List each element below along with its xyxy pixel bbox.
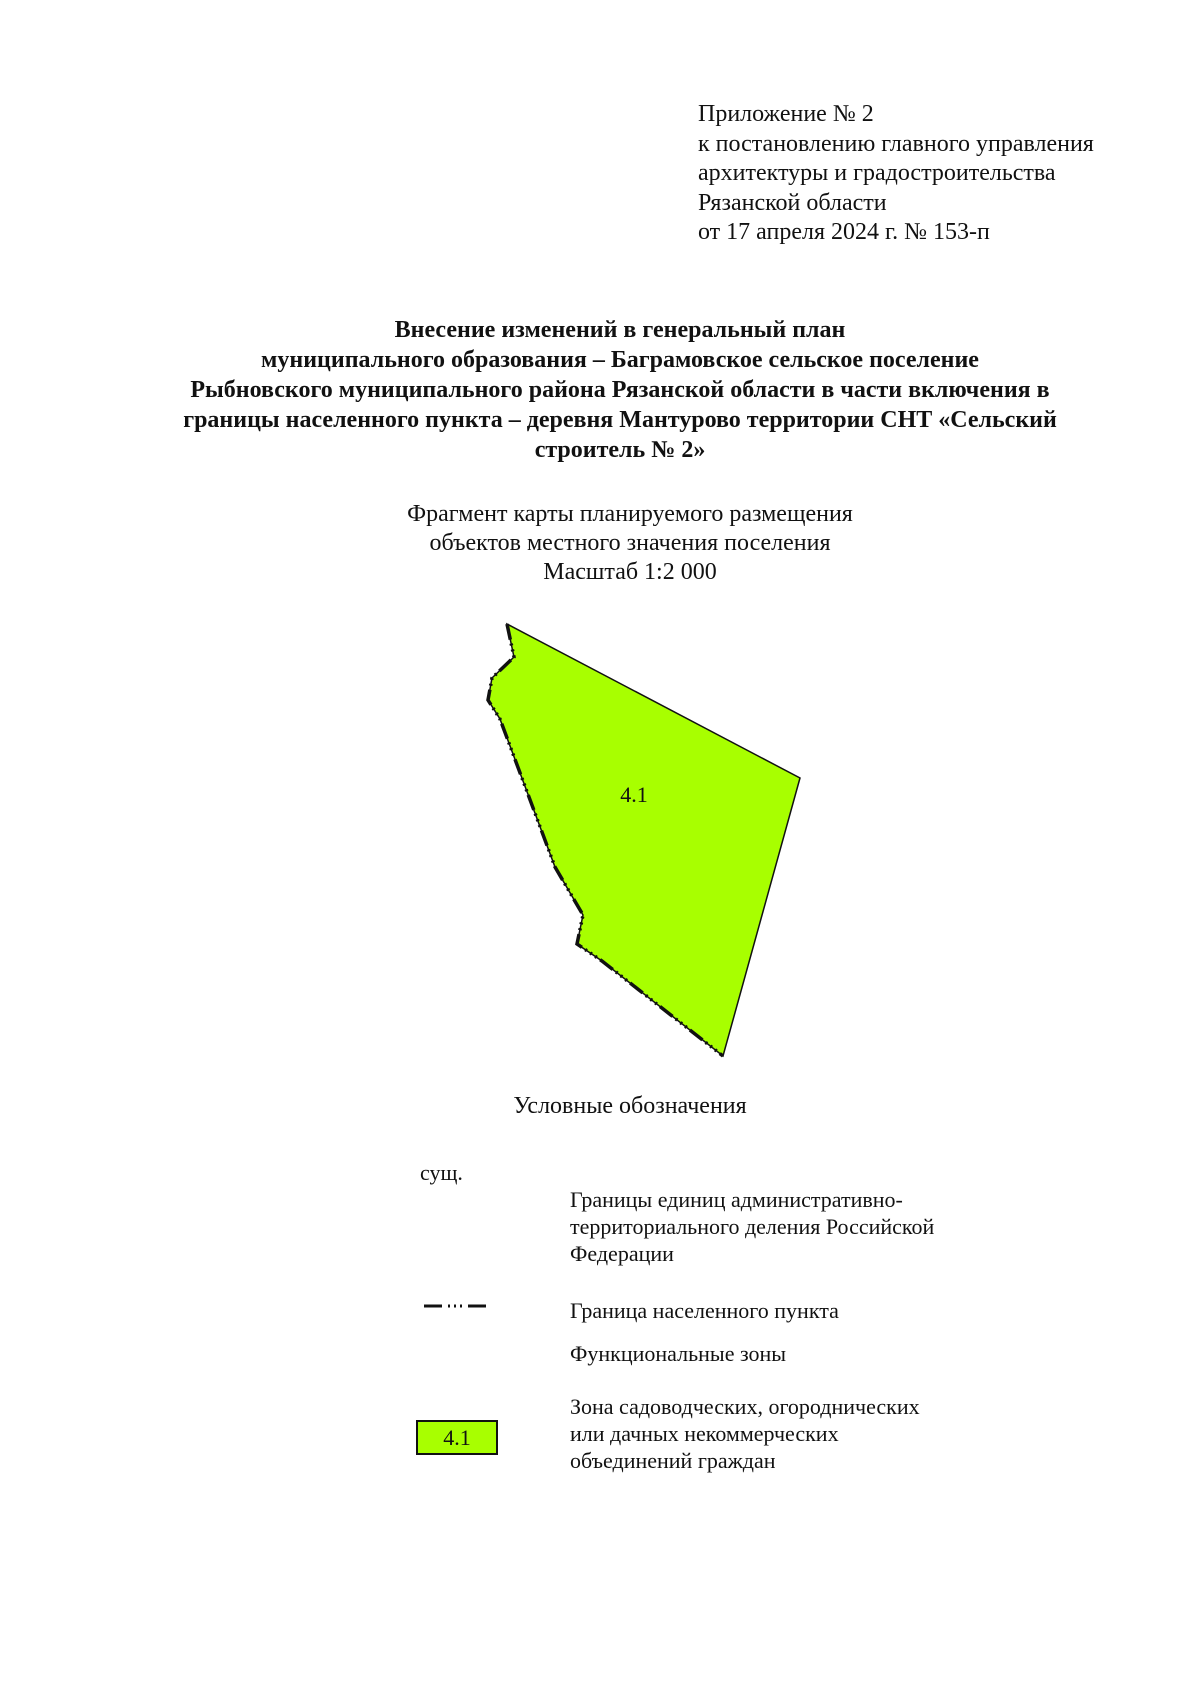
legend-line: Зона садоводческих, огороднических <box>570 1394 920 1419</box>
subtitle-line: Масштаб 1:2 000 <box>543 559 717 585</box>
settlement-boundary-symbol <box>422 1300 494 1312</box>
title-line: строитель № 2» <box>534 437 706 463</box>
legend-line: территориального деления Российской <box>570 1214 935 1239</box>
document-title <box>120 315 1120 465</box>
appendix-line: от 17 апреля 2024 г. № 153-п <box>698 219 990 245</box>
title-line: муниципального образования – Баграмовское сельское поселение <box>261 347 979 373</box>
title-line: Рыбновского муниципального района Рязанской области в части включения в <box>190 377 1050 403</box>
appendix-line: к постановлению главного управления <box>698 130 1094 157</box>
functional-zones-heading: Функциональные зоны <box>570 1341 787 1366</box>
settlement-boundary-description: Граница населенного пункта <box>570 1298 839 1323</box>
admin-boundaries-description <box>570 1186 934 1267</box>
appendix-header <box>698 100 1178 248</box>
appendix-line: Приложение № 2 <box>698 101 874 127</box>
legend-heading: Условные обозначения <box>513 1093 747 1119</box>
map-subtitle <box>200 500 1060 587</box>
legend-line: Федерации <box>570 1241 674 1266</box>
subtitle-line: объектов местного значения поселения <box>429 530 831 556</box>
appendix-line: Рязанской области <box>698 189 887 216</box>
zone-swatch-label: 4.1 <box>443 1424 471 1450</box>
subtitle-line: Фрагмент карты планируемого размещения <box>407 501 853 527</box>
title-line: границы населенного пункта – деревня Мантурово территории СНТ «Сельский <box>183 407 1057 433</box>
zone-polygon <box>488 624 800 1056</box>
legend-line: Границы единиц административно- <box>570 1187 903 1212</box>
appendix-line: архитектуры и градостроительства <box>698 160 1056 186</box>
zone-swatch <box>416 1420 498 1455</box>
map-fragment <box>440 615 820 1065</box>
legend-line: объединений граждан <box>570 1448 776 1473</box>
existing-label: сущ. <box>420 1160 463 1185</box>
zone-label: 4.1 <box>620 782 648 807</box>
zone-description <box>570 1393 920 1474</box>
legend-line: или дачных некоммерческих <box>570 1421 839 1446</box>
title-line: Внесение изменений в генеральный план <box>394 317 846 343</box>
